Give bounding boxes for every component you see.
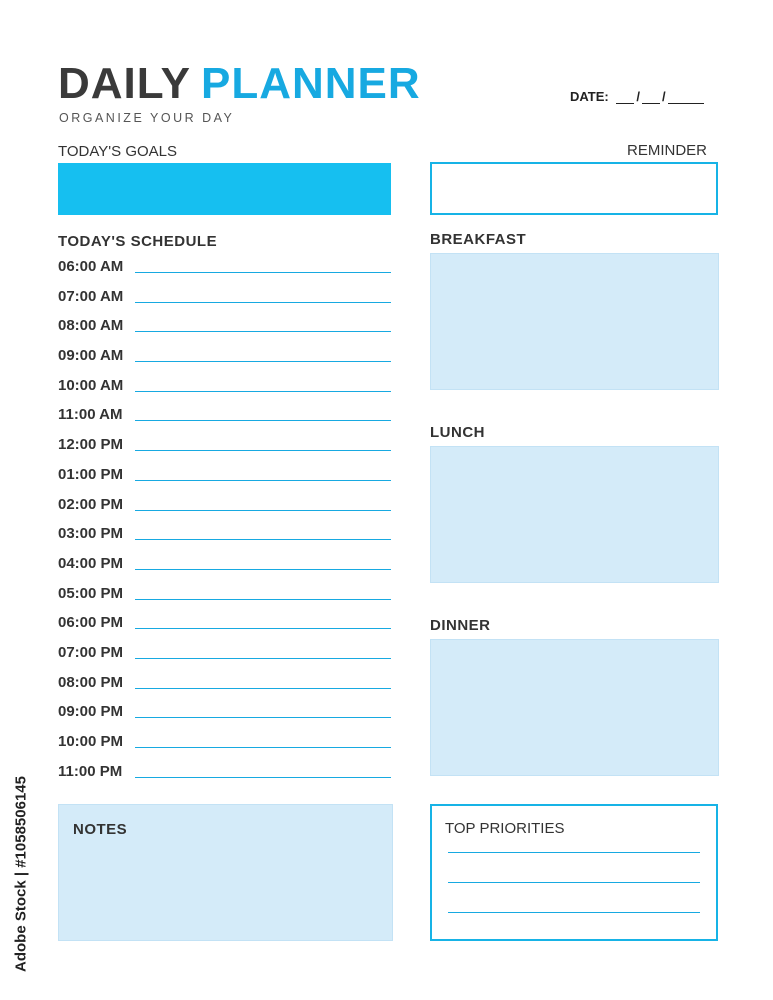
schedule-time: 07:00 AM (58, 287, 124, 305)
schedule-entry-line[interactable] (135, 628, 391, 629)
schedule-time: 04:00 PM (58, 554, 124, 572)
schedule-entry-line[interactable] (135, 777, 391, 778)
breakfast-label: BREAKFAST (430, 231, 527, 248)
date-field[interactable] (570, 89, 704, 104)
date-year-blank[interactable] (668, 91, 704, 104)
schedule-row (58, 494, 391, 524)
title-word-planner: PLANNER (200, 59, 421, 108)
schedule-row (58, 731, 391, 761)
schedule-time: 03:00 PM (58, 525, 124, 543)
stock-credit-text: Adobe Stock | #1058506145 (12, 776, 30, 972)
schedule-row (58, 642, 391, 672)
schedule-entry-line[interactable] (135, 599, 391, 600)
schedule-time: 05:00 PM (58, 584, 124, 602)
schedule-time: 11:00 AM (58, 406, 123, 424)
priority-line[interactable] (448, 882, 700, 883)
priority-line[interactable] (448, 852, 700, 853)
date-separator: / (662, 89, 666, 104)
date-month-blank[interactable] (616, 91, 634, 104)
schedule-row (58, 612, 391, 642)
schedule-time: 12:00 PM (58, 436, 124, 454)
schedule-time: 08:00 AM (58, 317, 124, 335)
top-priorities-label: TOP PRIORITIES (445, 820, 565, 837)
date-day-blank[interactable] (642, 91, 660, 104)
schedule-entry-line[interactable] (135, 450, 391, 451)
schedule-row (58, 523, 391, 553)
schedule-time: 02:00 PM (58, 495, 124, 513)
schedule-entry-line[interactable] (135, 331, 391, 332)
schedule-row (58, 464, 391, 494)
schedule-time: 09:00 PM (58, 703, 124, 721)
schedule-time: 06:00 AM (58, 258, 124, 275)
title-word-daily: DAILY (58, 59, 191, 108)
notes-box[interactable] (58, 804, 393, 941)
schedule-entry-line[interactable] (135, 272, 391, 273)
schedule-entry-line[interactable] (135, 569, 391, 570)
schedule-row (58, 256, 391, 286)
goals-label: TODAY'S GOALS (58, 143, 178, 160)
schedule-time: 11:00 PM (58, 762, 123, 780)
schedule-entry-line[interactable] (135, 539, 391, 540)
schedule-time: 01:00 PM (58, 465, 124, 483)
schedule-time: 10:00 AM (58, 376, 124, 394)
schedule-entry-line[interactable] (135, 717, 391, 718)
schedule-time: 07:00 PM (58, 643, 124, 661)
schedule-row (58, 404, 391, 434)
dinner-box[interactable] (430, 639, 719, 776)
date-label: DATE: (570, 89, 609, 104)
schedule-entry-line[interactable] (135, 420, 391, 421)
schedule-row (58, 434, 391, 464)
schedule-row (58, 553, 391, 583)
schedule-list (58, 256, 391, 790)
schedule-time: 06:00 PM (58, 614, 124, 632)
schedule-row (58, 701, 391, 731)
goals-box[interactable] (58, 163, 391, 215)
schedule-time: 08:00 PM (58, 673, 124, 691)
schedule-row (58, 583, 391, 613)
lunch-label: LUNCH (430, 424, 485, 441)
schedule-row (58, 672, 391, 702)
breakfast-box[interactable] (430, 253, 719, 390)
schedule-time: 10:00 PM (58, 733, 124, 750)
stock-credit (6, 752, 36, 996)
schedule-time: 09:00 AM (58, 347, 124, 365)
priority-line[interactable] (448, 912, 700, 913)
schedule-entry-line[interactable] (135, 361, 391, 362)
dinner-label: DINNER (430, 617, 491, 634)
lunch-box[interactable] (430, 446, 719, 583)
schedule-entry-line[interactable] (135, 688, 391, 689)
schedule-entry-line[interactable] (135, 510, 391, 511)
page-title (58, 60, 421, 108)
page-subtitle: ORGANIZE YOUR DAY (59, 111, 235, 125)
schedule-row (58, 286, 391, 316)
schedule-row (58, 375, 391, 405)
notes-label: NOTES (73, 821, 128, 838)
schedule-entry-line[interactable] (135, 658, 391, 659)
reminder-label: REMINDER (627, 142, 708, 159)
schedule-row (58, 761, 391, 791)
schedule-entry-line[interactable] (135, 747, 391, 748)
date-separator: / (636, 89, 641, 104)
schedule-entry-line[interactable] (135, 302, 391, 303)
reminder-box[interactable] (430, 162, 718, 215)
schedule-entry-line[interactable] (135, 480, 391, 481)
schedule-row (58, 315, 391, 345)
top-priorities-box[interactable] (430, 804, 718, 941)
schedule-entry-line[interactable] (135, 391, 391, 392)
schedule-label: TODAY'S SCHEDULE (58, 233, 218, 250)
schedule-row (58, 345, 391, 375)
